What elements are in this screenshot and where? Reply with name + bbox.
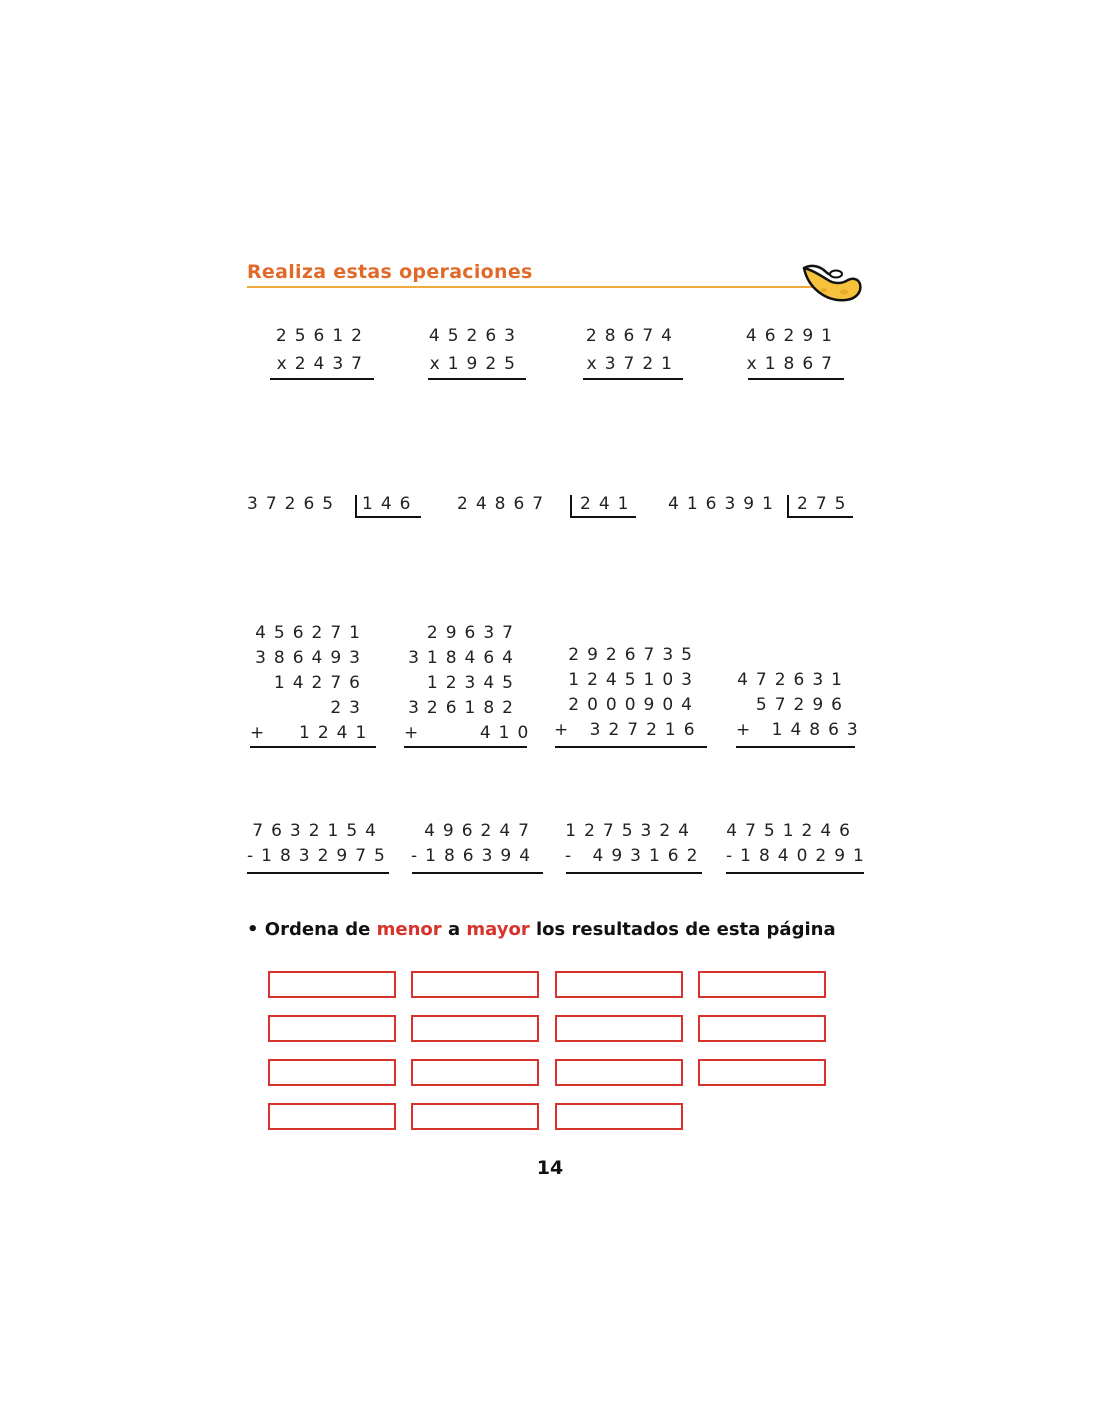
sub-1-top: 7632154 xyxy=(252,821,384,841)
div-2-dividend: 24867 xyxy=(457,494,552,514)
sub-1-line xyxy=(247,872,389,874)
add-4-line xyxy=(736,746,855,748)
answer-box-15[interactable] xyxy=(555,1103,683,1130)
answer-box-4[interactable] xyxy=(698,971,826,998)
add-1-row-5: + 1241 xyxy=(250,723,375,743)
section-title: Realiza estas operaciones xyxy=(247,261,533,283)
div-3-bracket xyxy=(787,495,789,518)
add-4-row-2: 57296 xyxy=(755,695,850,715)
sub-3-top: 1275324 xyxy=(565,821,697,841)
sub-1-bottom: -1832975 xyxy=(247,846,393,866)
sub-3-bottom: - 493162 xyxy=(565,846,706,866)
mult-3-line xyxy=(583,378,683,380)
mult-1-line xyxy=(270,378,374,380)
instruction-menor: menor xyxy=(376,919,442,940)
mult-4-line xyxy=(748,378,844,380)
add-1-line xyxy=(250,746,376,748)
sub-4-line xyxy=(726,872,864,874)
title-underline xyxy=(247,286,817,288)
add-4-row-3: + 14863 xyxy=(736,720,866,740)
mult-1-bottom: x2437 xyxy=(276,354,370,374)
mult-3-top: 28674 xyxy=(585,326,680,346)
mult-2-top: 45263 xyxy=(428,326,523,346)
answer-box-11[interactable] xyxy=(555,1059,683,1086)
answer-box-13[interactable] xyxy=(268,1103,396,1130)
mult-4-bottom: x1867 xyxy=(746,354,840,374)
div-1-bracket xyxy=(355,495,357,518)
answer-box-14[interactable] xyxy=(411,1103,539,1130)
add-3-row-1: 2926735 xyxy=(568,645,700,665)
sub-2-bottom: -186394 xyxy=(411,846,539,866)
add-2-row-4: 326182 xyxy=(408,698,521,718)
add-3-line xyxy=(555,746,707,748)
sub-4-bottom: -1840291 xyxy=(726,846,872,866)
instruction-part-3: los resultados de esta página xyxy=(529,919,836,940)
div-1-line xyxy=(355,516,421,518)
sub-2-line xyxy=(412,872,543,874)
instruction-text xyxy=(247,919,836,940)
instruction-part-1: Ordena de xyxy=(264,919,377,940)
div-3-dividend: 416391 xyxy=(668,494,781,514)
div-2-divisor: 241 xyxy=(580,494,637,514)
add-1-row-1: 456271 xyxy=(255,623,368,643)
div-2-line xyxy=(570,516,636,518)
add-3-row-3: 2000904 xyxy=(568,695,700,715)
answer-box-7[interactable] xyxy=(555,1015,683,1042)
div-3-line xyxy=(787,516,853,518)
add-3-row-4: + 327216 xyxy=(554,720,703,740)
add-4-row-1: 472631 xyxy=(737,670,850,690)
answer-box-9[interactable] xyxy=(268,1059,396,1086)
mult-2-bottom: x1925 xyxy=(429,354,523,374)
answer-box-2[interactable] xyxy=(411,971,539,998)
div-2-bracket xyxy=(570,495,572,518)
div-1-divisor: 146 xyxy=(362,494,419,514)
sub-2-top: 496247 xyxy=(424,821,537,841)
answer-box-5[interactable] xyxy=(268,1015,396,1042)
add-2-row-3: 12345 xyxy=(426,673,521,693)
add-1-row-4: 23 xyxy=(330,698,368,718)
answer-box-6[interactable] xyxy=(411,1015,539,1042)
sub-3-line xyxy=(566,872,702,874)
page-number: 14 xyxy=(536,1157,564,1179)
mult-4-top: 46291 xyxy=(745,326,840,346)
bullet-icon: • xyxy=(247,919,259,940)
answer-box-8[interactable] xyxy=(698,1015,826,1042)
instruction-mayor: mayor xyxy=(466,919,530,940)
mult-1-top: 25612 xyxy=(275,326,370,346)
instruction-part-2: a xyxy=(441,919,467,940)
answer-box-12[interactable] xyxy=(698,1059,826,1086)
add-3-row-2: 1245103 xyxy=(568,670,700,690)
mult-3-bottom: x3721 xyxy=(586,354,680,374)
add-2-row-5: + 410 xyxy=(404,723,537,743)
div-1-dividend: 37265 xyxy=(247,494,342,514)
add-2-row-1: 29637 xyxy=(426,623,521,643)
mult-2-line xyxy=(428,378,526,380)
add-1-row-3: 14276 xyxy=(273,673,368,693)
add-2-line xyxy=(404,746,527,748)
add-1-row-2: 386493 xyxy=(255,648,368,668)
sub-4-top: 4751246 xyxy=(726,821,858,841)
answer-box-10[interactable] xyxy=(411,1059,539,1086)
div-3-divisor: 275 xyxy=(797,494,854,514)
answer-box-3[interactable] xyxy=(555,971,683,998)
add-2-row-2: 318464 xyxy=(408,648,521,668)
cheese-wedge-icon xyxy=(796,254,866,304)
answer-box-1[interactable] xyxy=(268,971,396,998)
